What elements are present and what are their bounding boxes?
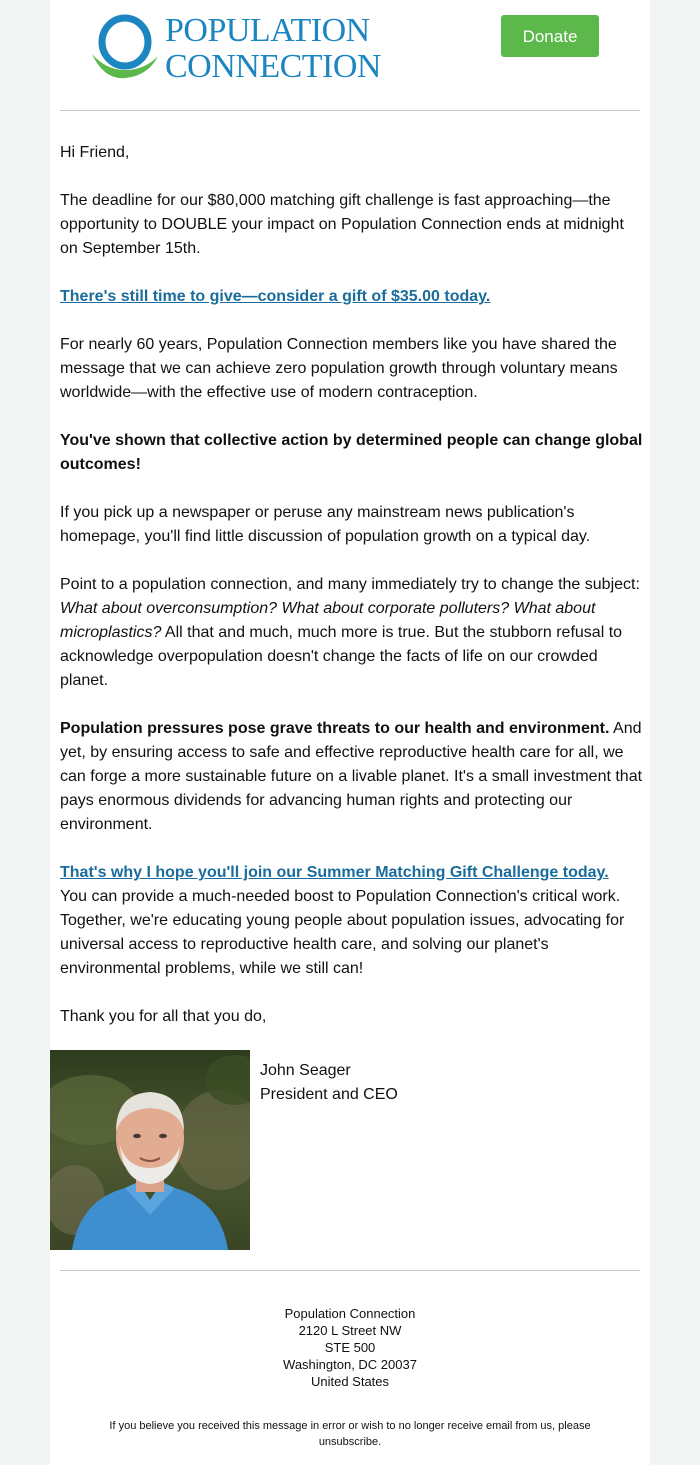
footer-divider [60,1270,640,1271]
signer-name: John Seager [260,1062,351,1079]
unsubscribe-note[interactable]: If you believe you received this message in error or wish to no longer receive email from us, please unsubscribe. [109,1420,591,1448]
paragraph-deadline: The deadline for our $80,000 matching gift challenge is fast approaching—the opportunity to DOUBLE your impact on Population Connection ends at midnight on September 15th. [60,192,624,257]
logo-wordmark [165,14,381,84]
paragraph-link-challenge [60,861,645,885]
subject-start: Point to a population connection, and many immediately try to change the subject: [60,576,640,593]
population-connection-logo[interactable] [90,14,420,84]
footer-country: United States [310,1374,390,1389]
donate-button[interactable]: Donate [501,15,599,57]
subject-end: All that and much, much more is true. But the stubborn refusal to acknowledge overpopulation doesn't change the facts of life on our crowded planet. [60,624,623,689]
footer-address [50,1305,650,1390]
paragraph-subject [60,573,645,693]
portrait-image [50,1050,250,1250]
header-divider [60,110,640,111]
signer-title: President and CEO [260,1086,398,1103]
pressures-bold: Population pressures pose grave threats to our health and environment. [60,720,610,737]
collective-bold: You've shown that collective action by determined people can change global outcomes! [60,432,643,473]
paragraph-collective [60,429,645,477]
give-link[interactable]: There's still time to give—consider a gift of $35.00 today. [60,288,491,305]
paragraph-history: For nearly 60 years, Population Connection members like you have shared the message that we can achieve zero population growth through voluntary means worldwide—with the effective use of modern contraception. [60,336,618,401]
footer-org: Population Connection [284,1306,416,1321]
signature-photo [50,1050,250,1250]
closing: Thank you for all that you do, [60,1008,267,1025]
logo-circle-icon [90,14,160,84]
paragraph-pressures [60,717,645,837]
footer-city: Washington, DC 20037 [283,1357,417,1372]
footer-street: 2120 L Street NW [298,1323,402,1338]
footer-suite: STE 500 [324,1340,376,1355]
logo-line-1: POPULATION [165,12,370,49]
pressures-rest: And yet, by ensuring access to safe and effective reproductive health care for all, we can forge a more sustainable future on a livable planet. It's a small investment that pays enormous dividends for advancing human rights and protecting our environment. [60,720,643,833]
email-container [50,0,650,1465]
email-header [50,0,650,110]
greeting: Hi Friend, [60,144,130,161]
logo-line-2: CONNECTION [165,48,381,85]
paragraph-boost: You can provide a much-needed boost to Population Connection's critical work. Together, we're educating young people about population issues, advocating for universal access to reproductive health care, and solving our planet's environmental problems, while we still can! [60,888,625,977]
paragraph-link-give [60,285,645,309]
email-body [60,141,645,1053]
challenge-link[interactable]: That's why I hope you'll join our Summer Matching Gift Challenge today. [60,864,609,881]
paragraph-newspaper: If you pick up a newspaper or peruse any mainstream news publication's homepage, you'll find little discussion of population growth on a typical day. [60,504,591,545]
signature-block [260,1059,398,1107]
subject-italic: What about overconsumption? What about corporate polluters? What about microplastics? [60,600,596,641]
